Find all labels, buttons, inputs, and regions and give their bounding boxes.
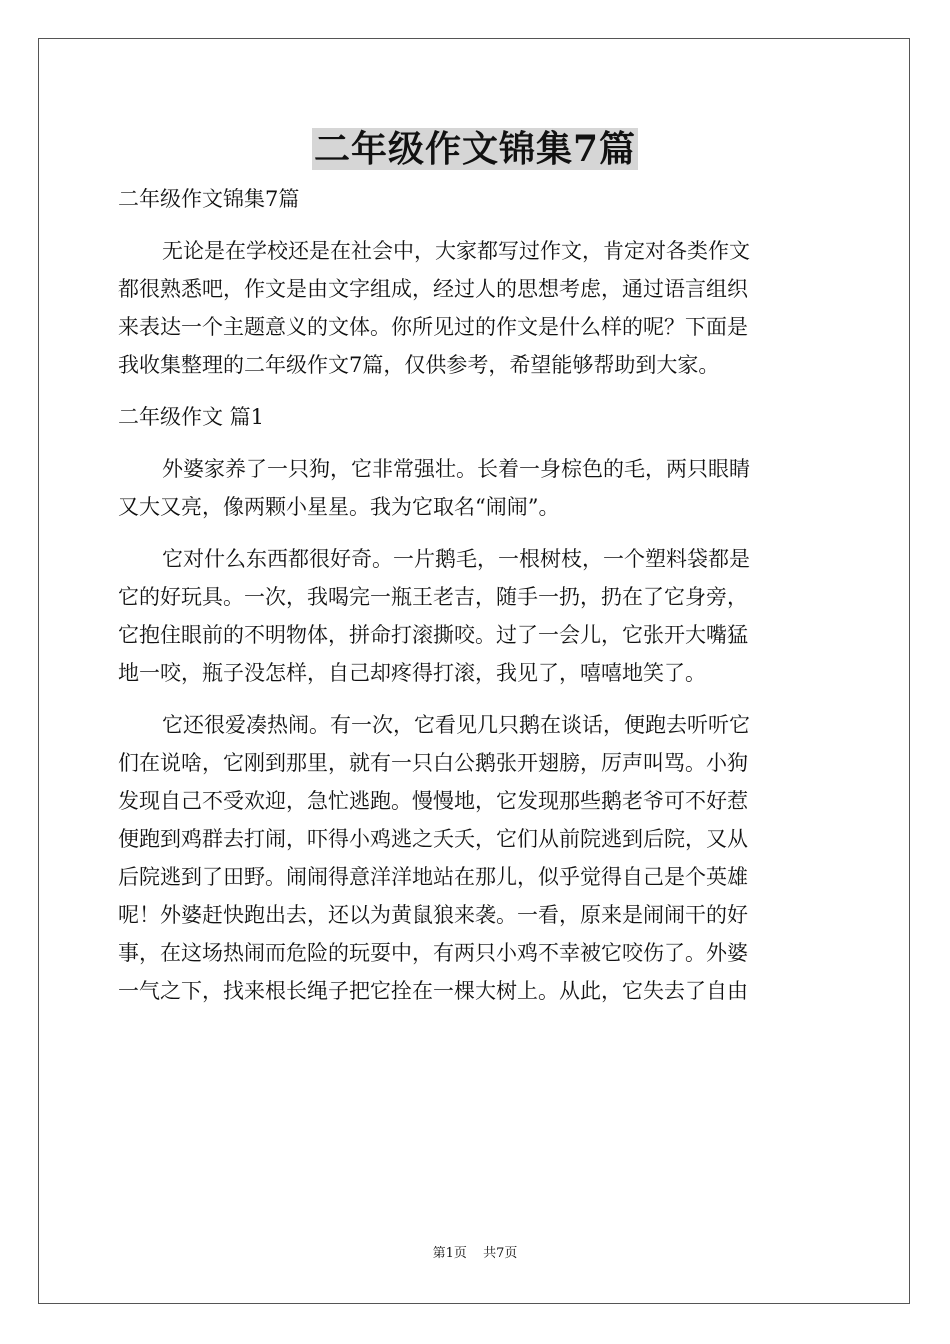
paragraph-1 [118, 450, 833, 526]
paragraph-line: 它对什么东西都很好奇。一片鹅毛，一根树枝，一个塑料袋都是 [162, 547, 750, 571]
document-title-text: 二年级作文锦集7篇 [313, 128, 637, 170]
intro-paragraph [118, 232, 833, 384]
paragraph-3 [118, 706, 833, 1010]
intro-line: 都很熟悉吧，作文是由文字组成，经过人的思想考虑，通过语言组织 [118, 277, 748, 301]
page-number-current: 第1页 [432, 1246, 467, 1261]
paragraph-line: 地一咬，瓶子没怎样，自己却疼得打滚，我见了，嘻嘻地笑了。 [118, 661, 706, 685]
paragraph-line: 呢！外婆赶快跑出去，还以为黄鼠狼来袭。一看，原来是闹闹干的好 [118, 903, 748, 927]
intro-line: 我收集整理的二年级作文7篇，仅供参考，希望能够帮助到大家。 [118, 353, 720, 377]
page-number-total: 共7页 [483, 1246, 518, 1261]
paragraph-line: 便跑到鸡群去打闹，吓得小鸡逃之夭夭，它们从前院逃到后院，又从 [118, 827, 748, 851]
document-subtitle: 二年级作文锦集7篇 [118, 187, 300, 211]
document-title [0, 128, 950, 170]
paragraph-line: 它抱住眼前的不明物体，拼命打滚撕咬。过了一会儿，它张开大嘴猛 [118, 623, 748, 647]
paragraph-line: 一气之下，找来根长绳子把它拴在一棵大树上。从此，它失去了自由 [118, 979, 748, 1003]
paragraph-line: 后院逃到了田野。闹闹得意洋洋地站在那儿，似乎觉得自己是个英雄 [118, 865, 748, 889]
section-heading: 二年级作文 篇1 [118, 405, 265, 429]
page-footer [0, 1242, 950, 1261]
intro-line: 无论是在学校还是在社会中，大家都写过作文，肯定对各类作文 [162, 239, 750, 263]
paragraph-line: 外婆家养了一只狗，它非常强壮。长着一身棕色的毛，两只眼睛 [162, 457, 750, 481]
intro-line: 来表达一个主题意义的文体。你所见过的作文是什么样的呢？下面是 [118, 315, 748, 339]
paragraph-line: 它还很爱凑热闹。有一次，它看见几只鹅在谈话，便跑去听听它 [162, 713, 750, 737]
paragraph-line: 它的好玩具。一次，我喝完一瓶王老吉，随手一扔，扔在了它身旁， [118, 585, 748, 609]
paragraph-line: 发现自己不受欢迎，急忙逃跑。慢慢地，它发现那些鹅老爷可不好惹 [118, 789, 748, 813]
paragraph-line: 又大又亮，像两颗小星星。我为它取名“闹闹”。 [118, 495, 560, 519]
paragraph-2 [118, 540, 833, 692]
paragraph-line: 们在说啥，它刚到那里，就有一只白公鹅张开翅膀，厉声叫骂。小狗 [118, 751, 748, 775]
paragraph-line: 事，在这场热闹而危险的玩耍中，有两只小鸡不幸被它咬伤了。外婆 [118, 941, 748, 965]
document-body [118, 180, 833, 1024]
